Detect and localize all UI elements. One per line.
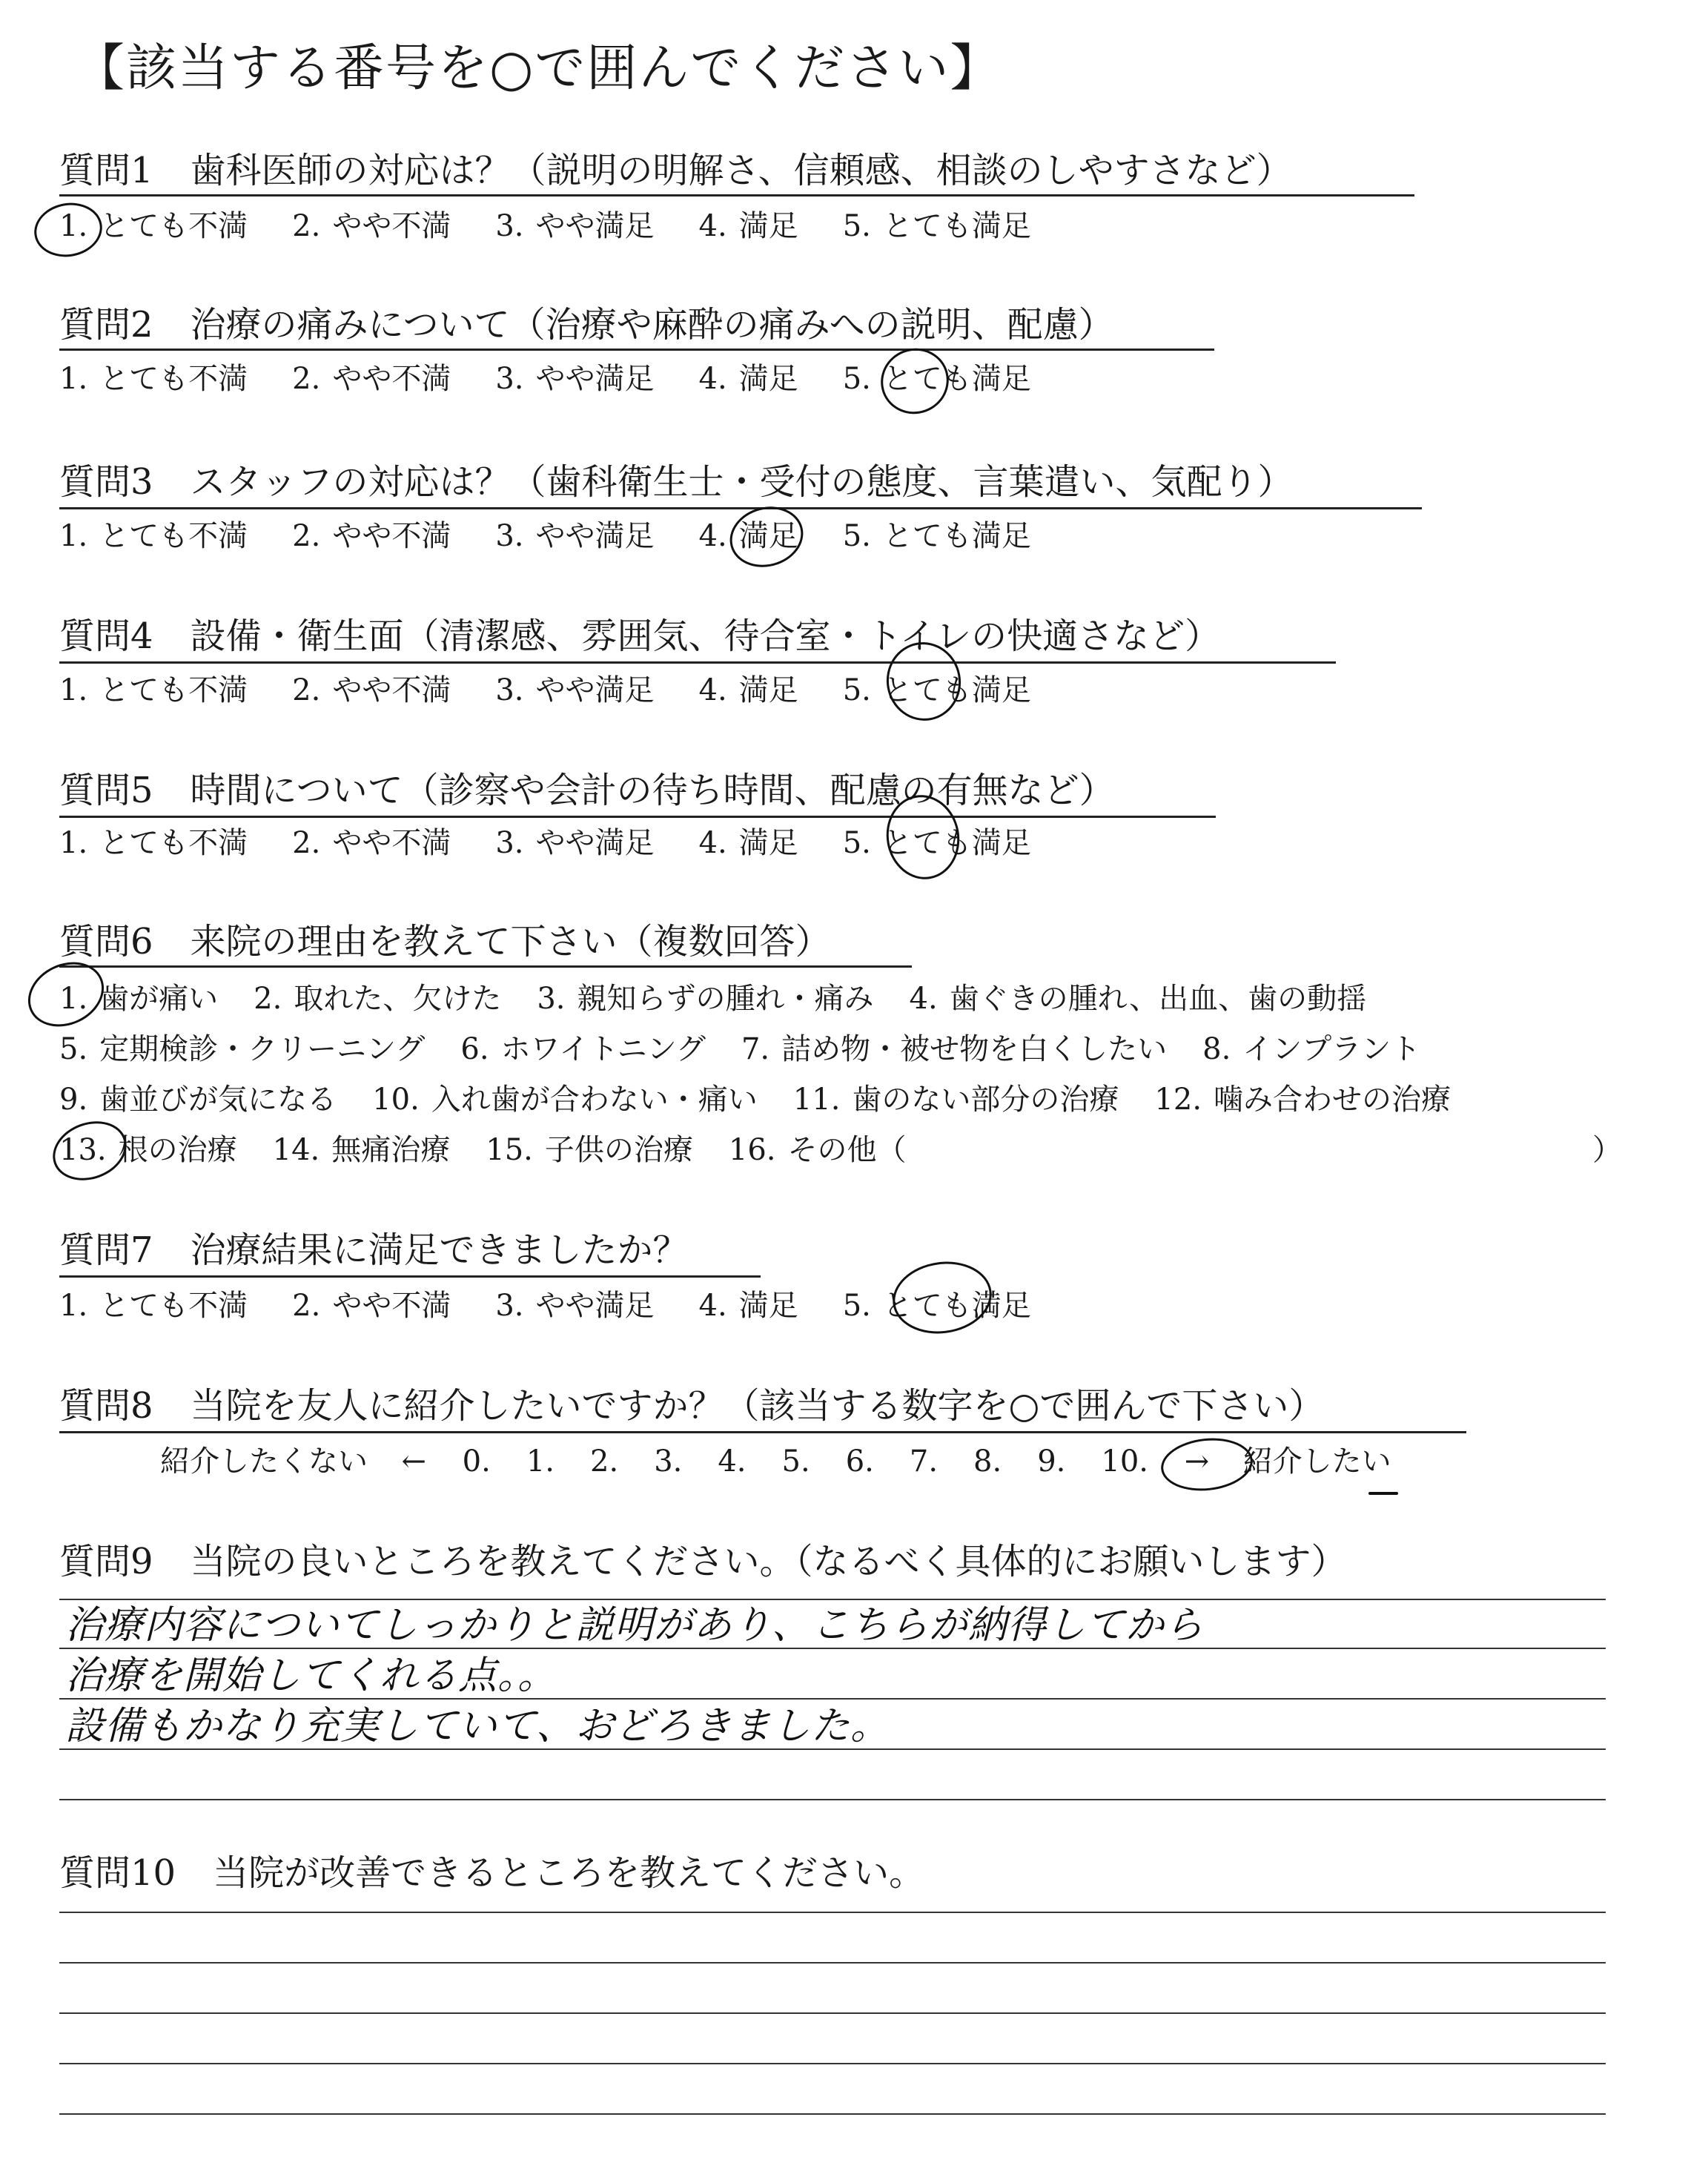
option-number: 2. bbox=[254, 982, 282, 1016]
q6-option-8[interactable] bbox=[1202, 1031, 1420, 1068]
option-label: とても不満 bbox=[99, 1289, 248, 1323]
option-number: 3. bbox=[495, 519, 524, 553]
q8-label: 質問8 bbox=[59, 1385, 153, 1427]
option-number: 10. bbox=[372, 1083, 420, 1117]
q4-title: 設備・衛生面（清潔感、雰囲気、待合室・トイレの快適さなど） bbox=[190, 615, 1221, 657]
option-number: 12. bbox=[1154, 1083, 1202, 1117]
option-label: 歯のない部分の治療 bbox=[852, 1083, 1119, 1117]
q3-option-2[interactable] bbox=[292, 518, 451, 555]
option-label: やや不満 bbox=[332, 362, 451, 396]
option-label: 満足 bbox=[738, 519, 798, 553]
q6-option-11[interactable] bbox=[793, 1081, 1119, 1118]
option-number: 11. bbox=[792, 1083, 841, 1117]
option-number: 5. bbox=[842, 209, 871, 243]
q6-other-close: ） bbox=[1592, 1133, 1622, 1167]
q6-heading bbox=[59, 919, 831, 964]
q8-scale-7[interactable]: 7. bbox=[909, 1444, 939, 1479]
q9-answer-line-2[interactable]: 治療を開始してくれる点。。 bbox=[65, 1654, 557, 1698]
q3-selection-circle[interactable] bbox=[723, 498, 810, 575]
option-label: 親知らずの腫れ・痛み bbox=[577, 982, 874, 1016]
q9-heading bbox=[59, 1539, 1347, 1584]
option-label: やや不満 bbox=[332, 826, 451, 860]
q6-option-7[interactable] bbox=[741, 1031, 1167, 1068]
option-number: 4. bbox=[698, 1289, 727, 1323]
q3-underline bbox=[59, 507, 1422, 509]
q7-options bbox=[59, 1287, 1031, 1324]
option-label: とても不満 bbox=[99, 209, 248, 243]
option-number: 1. bbox=[59, 1289, 88, 1323]
q6-option-4[interactable] bbox=[910, 980, 1367, 1017]
q9-writing-line bbox=[59, 1599, 1606, 1600]
q1-title: 歯科医師の対応は？（説明の明解さ、信頼感、相談のしやすさなど） bbox=[190, 150, 1292, 191]
q3-option-1[interactable] bbox=[59, 518, 248, 555]
q2-option-1[interactable] bbox=[59, 360, 248, 397]
option-number: 4. bbox=[698, 362, 727, 396]
q2-selection-circle[interactable] bbox=[872, 339, 959, 423]
q8-scale-4[interactable]: 4. bbox=[718, 1444, 747, 1479]
q1-label: 質問1 bbox=[59, 150, 153, 191]
option-label: 満足 bbox=[738, 1289, 798, 1323]
q8-title: 当院を友人に紹介したいですか？（該当する数字を○で囲んで下さい） bbox=[190, 1385, 1325, 1427]
q4-options bbox=[59, 672, 1031, 709]
q7-title: 治療結果に満足できましたか？ bbox=[190, 1229, 689, 1271]
option-label: 無痛治療 bbox=[331, 1133, 451, 1167]
option-number: 5. bbox=[842, 1289, 871, 1323]
q10-label: 質問10 bbox=[59, 1852, 176, 1894]
q6-label: 質問6 bbox=[59, 921, 153, 962]
option-number: 9. bbox=[59, 1083, 88, 1117]
option-label: やや不満 bbox=[332, 673, 451, 707]
option-number: 3. bbox=[495, 1289, 524, 1323]
q8-scale-3[interactable]: 3. bbox=[654, 1444, 683, 1479]
q6-option-12[interactable] bbox=[1154, 1081, 1451, 1118]
option-number: 1. bbox=[59, 982, 88, 1016]
q6-option-3[interactable] bbox=[537, 980, 873, 1017]
option-number: 1. bbox=[59, 209, 88, 243]
q6-option-15[interactable] bbox=[486, 1132, 693, 1169]
option-number: 16. bbox=[728, 1133, 776, 1167]
q6-option-14[interactable] bbox=[273, 1132, 451, 1169]
option-label: 入れ歯が合わない・痛い bbox=[431, 1083, 758, 1117]
q8-scale-6[interactable]: 6. bbox=[845, 1444, 874, 1479]
q3-title: スタッフの対応は？（歯科衛生士・受付の態度、言葉遣い、気配り） bbox=[190, 461, 1294, 503]
q8-scale-5[interactable]: 5. bbox=[781, 1444, 810, 1479]
form-title: 【該当する番号を○で囲んでください】 bbox=[74, 39, 1002, 98]
q1-underline bbox=[59, 194, 1414, 196]
q4-label: 質問4 bbox=[59, 615, 153, 657]
q6-row-2 bbox=[59, 1031, 1456, 1068]
option-number: 5. bbox=[842, 519, 871, 553]
option-label: 子供の治療 bbox=[544, 1133, 693, 1167]
q8-heading bbox=[59, 1384, 1324, 1428]
option-number: 2. bbox=[292, 362, 321, 396]
q8-numbers bbox=[436, 1443, 1175, 1480]
q8-scale-9[interactable]: 9. bbox=[1037, 1444, 1066, 1479]
q5-option-1[interactable] bbox=[59, 825, 248, 862]
q5-title: 時間について（診察や会計の待ち時間、配慮の有無など） bbox=[190, 770, 1115, 811]
q8-left-arrow: ← bbox=[401, 1444, 426, 1479]
q3-heading bbox=[59, 460, 1294, 504]
option-number: 4. bbox=[698, 826, 727, 860]
option-label: とても不満 bbox=[99, 673, 248, 707]
q4-option-1[interactable] bbox=[59, 672, 248, 709]
option-label: やや満足 bbox=[535, 673, 655, 707]
q3-label: 質問3 bbox=[59, 461, 153, 503]
q10-writing-line bbox=[59, 2012, 1606, 2014]
option-number: 1. bbox=[59, 362, 88, 396]
option-number: 2. bbox=[292, 209, 321, 243]
q2-option-2[interactable] bbox=[292, 360, 451, 397]
q9-writing-line bbox=[59, 1799, 1606, 1800]
q6-row-3 bbox=[59, 1081, 1486, 1118]
option-label: とても満足 bbox=[882, 673, 1031, 707]
q5-options bbox=[59, 825, 1031, 862]
q6-option-6[interactable] bbox=[460, 1031, 706, 1068]
option-label: 歯並びが気になる bbox=[99, 1083, 337, 1117]
q7-label: 質問7 bbox=[59, 1229, 153, 1271]
option-number: 3. bbox=[537, 982, 566, 1016]
option-number: 5. bbox=[842, 362, 871, 396]
q1-heading bbox=[59, 148, 1292, 193]
q10-writing-line bbox=[59, 1962, 1606, 1964]
option-label: 詰め物・被せ物を白くしたい bbox=[781, 1032, 1168, 1066]
q1-option-3[interactable] bbox=[495, 208, 654, 245]
option-label: 歯が痛い bbox=[99, 982, 219, 1016]
option-number: 3. bbox=[495, 362, 524, 396]
q6-underline bbox=[59, 965, 912, 968]
option-number: 4. bbox=[698, 673, 727, 707]
q8-scale-0[interactable]: 0. bbox=[462, 1444, 491, 1479]
option-label: その他（ bbox=[787, 1133, 907, 1167]
q3-option-5[interactable] bbox=[843, 518, 1031, 555]
q8-handwritten-tick bbox=[1368, 1492, 1398, 1495]
q8-scale-10[interactable]: 10. bbox=[1101, 1444, 1149, 1479]
q8-underline bbox=[59, 1431, 1466, 1433]
q10-writing-line bbox=[59, 2113, 1606, 2115]
q6-option-16[interactable] bbox=[729, 1132, 907, 1169]
q1-option-2[interactable] bbox=[292, 208, 451, 245]
option-label: 噛み合わせの治療 bbox=[1214, 1083, 1452, 1117]
q2-underline bbox=[59, 349, 1214, 351]
q1-option-5[interactable] bbox=[843, 208, 1031, 245]
q3-option-3[interactable] bbox=[495, 518, 654, 555]
q3-options bbox=[59, 518, 1031, 555]
option-number: 15. bbox=[486, 1133, 533, 1167]
q6-option-5[interactable] bbox=[59, 1031, 425, 1068]
q8-right-label: 紹介したい bbox=[1242, 1444, 1391, 1479]
q4-heading bbox=[59, 614, 1220, 658]
option-number: 2. bbox=[292, 1289, 321, 1323]
option-label: ホワイトニング bbox=[500, 1032, 706, 1066]
option-label: 定期検診・クリーニング bbox=[99, 1032, 426, 1066]
q9-answer-line-1[interactable]: 治療内容についてしっかりと説明があり、こちらが納得してから bbox=[65, 1603, 1204, 1648]
option-number: 1. bbox=[59, 826, 88, 860]
option-label: とても不満 bbox=[99, 362, 248, 396]
option-label: とても不満 bbox=[99, 826, 248, 860]
option-label: とても満足 bbox=[882, 362, 1031, 396]
q8-scale-2[interactable]: 2. bbox=[590, 1444, 619, 1479]
option-number: 3. bbox=[495, 209, 524, 243]
q7-option-4[interactable] bbox=[699, 1287, 798, 1324]
option-label: 根の治療 bbox=[118, 1133, 237, 1167]
option-label: 取れた、欠けた bbox=[294, 982, 502, 1016]
option-label: 満足 bbox=[738, 673, 798, 707]
option-number: 2. bbox=[292, 826, 321, 860]
option-label: やや不満 bbox=[332, 209, 451, 243]
q10-heading bbox=[59, 1851, 924, 1895]
q8-scale-8[interactable]: 8. bbox=[973, 1444, 1002, 1479]
option-label: やや満足 bbox=[535, 826, 655, 860]
q9-answer-line-3[interactable]: 設備もかなり充実していて、おどろきました。 bbox=[65, 1704, 890, 1748]
option-number: 6. bbox=[460, 1032, 489, 1066]
option-label: やや不満 bbox=[332, 1289, 451, 1323]
q9-title: 当院の良いところを教えてください。（なるべく具体的にお願いします） bbox=[190, 1541, 1347, 1582]
q8-scale-1[interactable]: 1. bbox=[526, 1444, 555, 1479]
q1-option-4[interactable] bbox=[699, 208, 798, 245]
q7-selection-circle[interactable] bbox=[888, 1255, 996, 1340]
option-number: 1. bbox=[59, 673, 88, 707]
q2-heading bbox=[59, 303, 1114, 347]
q4-option-2[interactable] bbox=[292, 672, 451, 709]
option-label: 満足 bbox=[738, 826, 798, 860]
q5-option-3[interactable] bbox=[495, 825, 654, 862]
q10-writing-line bbox=[59, 1912, 1606, 1913]
option-label: やや満足 bbox=[535, 519, 655, 553]
q6-option-9[interactable] bbox=[59, 1081, 337, 1118]
option-number: 4. bbox=[909, 982, 938, 1016]
q10-title: 当院が改善できるところを教えてください。 bbox=[213, 1852, 925, 1894]
option-number: 3. bbox=[495, 673, 524, 707]
q5-option-2[interactable] bbox=[292, 825, 451, 862]
q10-writing-line bbox=[59, 2063, 1606, 2064]
q6-row-4 bbox=[59, 1132, 942, 1169]
q2-label: 質問2 bbox=[59, 304, 153, 346]
option-label: とても不満 bbox=[99, 519, 248, 553]
q6-option-2[interactable] bbox=[254, 980, 501, 1017]
q2-option-3[interactable] bbox=[495, 360, 654, 397]
q6-title: 来院の理由を教えて下さい（複数回答） bbox=[190, 921, 831, 962]
q7-option-1[interactable] bbox=[59, 1287, 248, 1324]
q5-heading bbox=[59, 768, 1115, 813]
option-number: 5. bbox=[842, 826, 871, 860]
q6-selection-circle-13[interactable] bbox=[44, 1112, 135, 1190]
option-number: 1. bbox=[59, 519, 88, 553]
q8-right-arrow: → bbox=[1184, 1444, 1210, 1479]
option-label: やや不満 bbox=[332, 519, 451, 553]
q9-label: 質問9 bbox=[59, 1541, 153, 1582]
option-label: とても満足 bbox=[882, 826, 1031, 860]
option-number: 14. bbox=[272, 1133, 320, 1167]
q4-option-3[interactable] bbox=[495, 672, 654, 709]
q7-option-2[interactable] bbox=[292, 1287, 451, 1324]
q1-options bbox=[59, 208, 1031, 245]
option-number: 2. bbox=[292, 519, 321, 553]
option-number: 5. bbox=[842, 673, 871, 707]
option-number: 3. bbox=[495, 826, 524, 860]
option-label: やや満足 bbox=[535, 209, 655, 243]
option-label: 満足 bbox=[738, 209, 798, 243]
q4-underline bbox=[59, 661, 1336, 664]
q6-row-1 bbox=[59, 980, 1402, 1017]
q7-underline bbox=[59, 1275, 761, 1278]
option-label: 満足 bbox=[738, 362, 798, 396]
q7-option-3[interactable] bbox=[495, 1287, 654, 1324]
option-number: 5. bbox=[59, 1032, 88, 1066]
q4-option-4[interactable] bbox=[699, 672, 798, 709]
q6-option-10[interactable] bbox=[372, 1081, 758, 1118]
option-label: とても満足 bbox=[882, 519, 1031, 553]
option-label: 歯ぐきの腫れ、出血、歯の動揺 bbox=[949, 982, 1367, 1016]
option-label: やや満足 bbox=[535, 362, 655, 396]
option-label: やや満足 bbox=[535, 1289, 655, 1323]
option-number: 13. bbox=[59, 1133, 107, 1167]
option-number: 4. bbox=[698, 519, 727, 553]
q5-underline bbox=[59, 816, 1216, 818]
q5-option-4[interactable] bbox=[699, 825, 798, 862]
option-label: とても満足 bbox=[882, 1289, 1031, 1323]
q5-label: 質問5 bbox=[59, 770, 153, 811]
q8-left-label: 紹介したくない bbox=[160, 1444, 368, 1479]
option-number: 7. bbox=[741, 1032, 770, 1066]
option-number: 8. bbox=[1202, 1032, 1231, 1066]
option-number: 2. bbox=[292, 673, 321, 707]
option-label: インプラント bbox=[1242, 1032, 1421, 1066]
q7-heading bbox=[59, 1228, 689, 1272]
q2-option-4[interactable] bbox=[699, 360, 798, 397]
q2-title: 治療の痛みについて（治療や麻酔の痛みへの説明、配慮） bbox=[190, 304, 1114, 346]
option-number: 4. bbox=[698, 209, 727, 243]
option-label: とても満足 bbox=[882, 209, 1031, 243]
